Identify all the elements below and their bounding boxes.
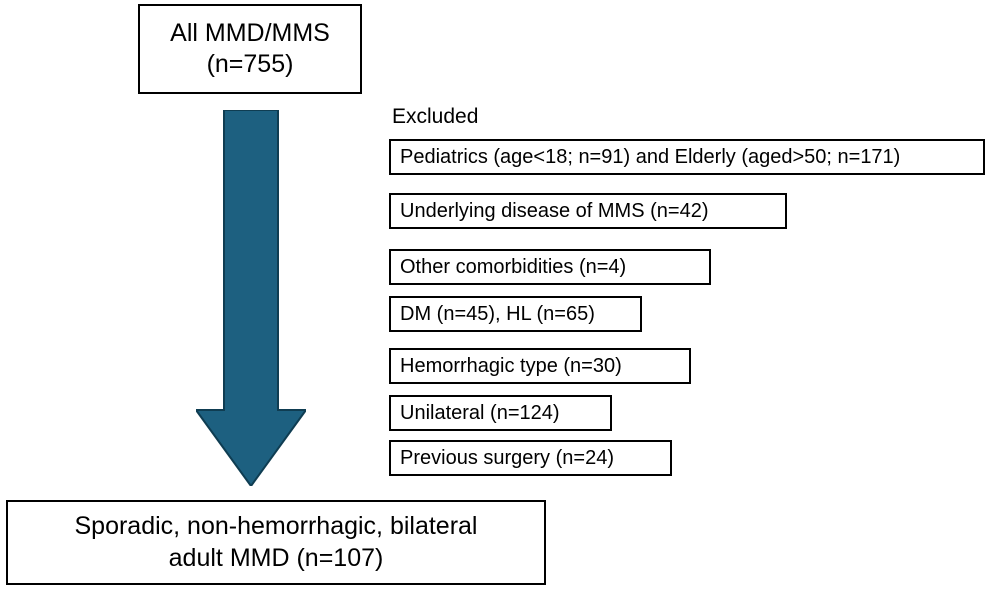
excluded-item-label: Previous surgery (n=24)	[400, 446, 614, 469]
final-cohort-line-2: adult MMD (n=107)	[168, 543, 384, 572]
excluded-item-pediatrics-elderly	[389, 139, 985, 175]
excluded-item-label: Hemorrhagic type (n=30)	[400, 354, 622, 377]
excluded-item-unilateral	[389, 395, 612, 431]
excluded-item-previous-surgery	[389, 440, 672, 476]
top-cohort-line-2: (n=755)	[206, 50, 294, 78]
top-cohort-box	[138, 4, 362, 94]
excluded-item-dm-hl	[389, 296, 642, 332]
top-cohort-line-1: All MMD/MMS	[170, 18, 330, 47]
excluded-item-label: Underlying disease of MMS (n=42)	[400, 199, 709, 222]
excluded-item-underlying-disease	[389, 193, 787, 229]
excluded-item-label: DM (n=45), HL (n=65)	[400, 302, 595, 325]
excluded-item-label: Other comorbidities (n=4)	[400, 255, 627, 278]
final-cohort-box	[6, 500, 546, 585]
excluded-item-label: Unilateral (n=124)	[400, 401, 560, 424]
final-cohort-line-1: Sporadic, non-hemorrhagic, bilateral	[74, 512, 478, 541]
excluded-label: Excluded	[392, 105, 479, 128]
excluded-item-label: Pediatrics (age<18; n=91) and Elderly (aged>50; n=171)	[400, 145, 901, 168]
excluded-item-hemorrhagic-type	[389, 348, 691, 384]
excluded-item-other-comorbidities	[389, 249, 711, 285]
down-arrow	[196, 110, 306, 486]
